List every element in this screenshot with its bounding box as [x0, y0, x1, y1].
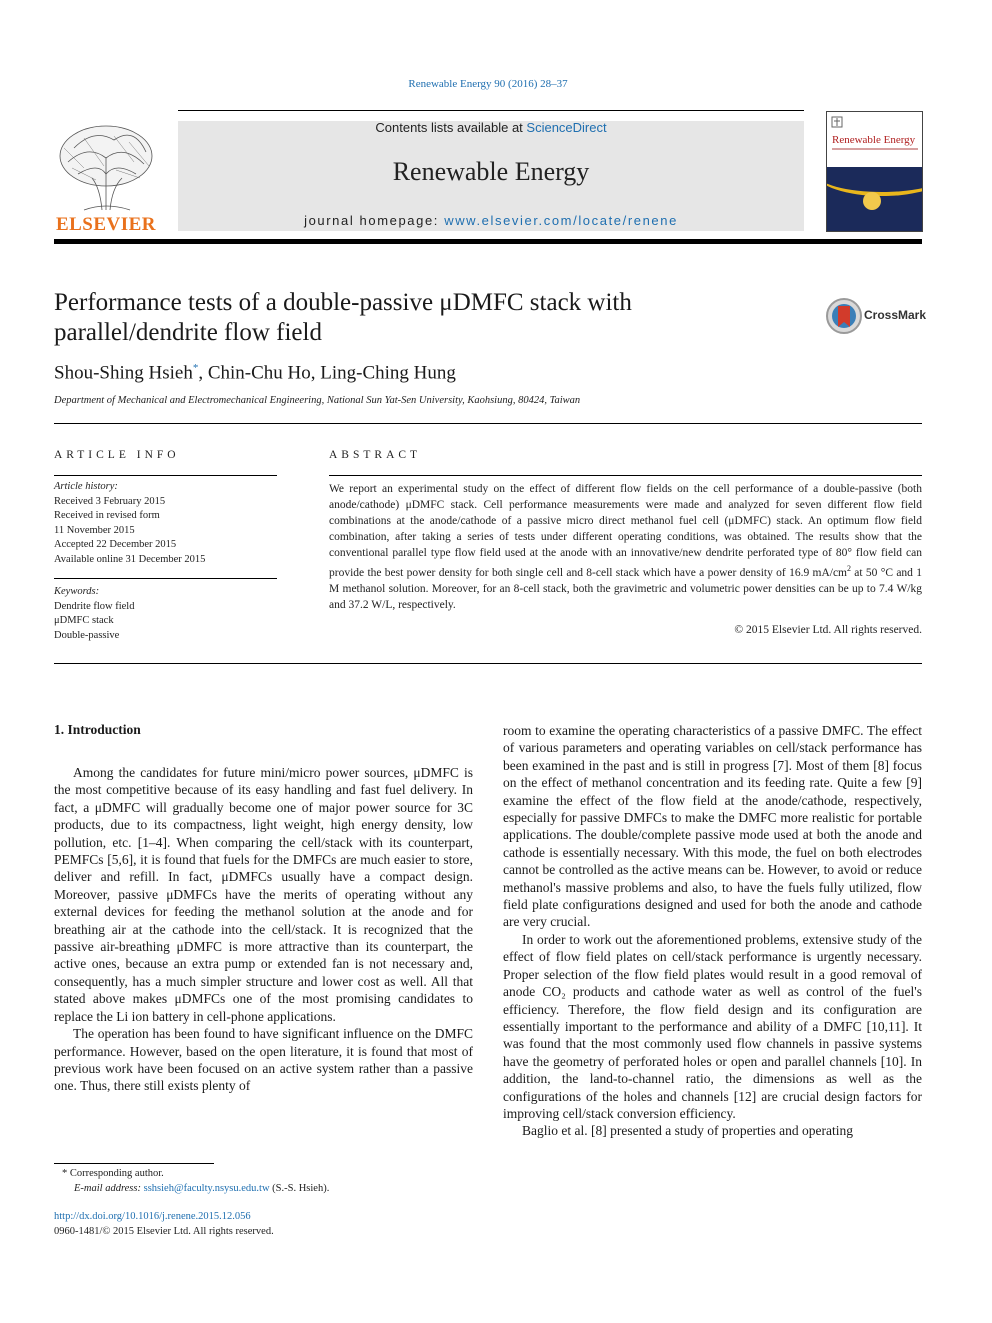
article-info-heading: ARTICLE INFO [54, 449, 180, 461]
keywords [54, 585, 277, 643]
article-info-rule [54, 475, 277, 476]
journal-cover-thumbnail[interactable] [826, 111, 923, 232]
cover-subtitle-line [832, 148, 918, 150]
corresponding-note: * Corresponding author. [62, 1168, 164, 1179]
keyword-item: μDMFC stack [54, 615, 114, 626]
body-paragraph: Among the candidates for future mini/micro power sources, μDMFC is the most competitive because of its easy handling and fast fuel delivery. In fact, a μDMFC will gradually become one of major power source for 3C products, due to its compactness, light weight, high energy density, low pollution, etc. [1–4]. When comparing the cell/stack with its counterpart, PEMFCs [5,6], it is found that fuels for the DMFCs are much easier to store, deliver and refill. In fact, μDMFCs usually have a compact design. Moreover, passive μDMFCs have the merits of operating without any external devices for feeding the methanol solution at the anode and for breathing air at the cathode into the cell/stack. It is recognized that the passive air-breathing μDMFC is more attractive than its counterpart, the active ones, because an extra pump or extended fan is not necessary and, consequently, has a much simpler structure and lower cost as well. All that stated above makes μDMFCs one of the most promising candidates to replace the Li ion battery in cell-phone applications. [54, 765, 473, 1024]
journal-name: Renewable Energy [392, 157, 590, 186]
author-primary[interactable]: Shou-Shing Hsieh [54, 362, 193, 384]
body-paragraph: Baglio et al. [8] presented a study of properties and operating [522, 1123, 854, 1139]
doi-link[interactable]: http://dx.doi.org/10.1016/j.renene.2015.12.056 [54, 1211, 251, 1222]
abstract-part-2: at 50 °C and 1 M methanol solution. Moreover, for an 8-cell stack, both the gravimetric and volumetric power densities can be up to 7.4 W/kg and 37.2 W/L, respectively. [329, 566, 922, 611]
contents-line [178, 120, 804, 135]
cover-title: Renewable Energy [832, 134, 916, 146]
homepage-link[interactable]: www.elsevier.com/locate/renene [444, 213, 678, 228]
crossmark-label[interactable]: CrossMark [864, 308, 927, 322]
abstract-superscript: 2 [847, 564, 851, 573]
body-paragraph: In order to work out the aforementioned problems, extensive study of the effect of flow field plates on cell/stack performance is urgently necessary. Proper selection of the flow field plates would result in a good removal of anode CO₂ products and cathode water as well as control of the fuel's efficiency. Therefore, the flow field design and its configuration are essentially important to the performance and ability of a DMFC [10,11]. It was found that the most commonly used flow channels in passive systems have the geometry of perforated holes or open and parallel channels [10]. In addition, the land-to-channel ratio, the dimensions as well as the configurations of the holes and channels [12] are crucial design factors for improving cell/stack conversion efficiency. [503, 931, 922, 1121]
abstract-bottom-rule [54, 663, 922, 664]
sciencedirect-link[interactable]: ScienceDirect [526, 120, 607, 135]
abstract-copyright: © 2015 Elsevier Ltd. All rights reserved. [734, 624, 922, 636]
keyword-item: Double-passive [54, 629, 120, 641]
journal-homepage [178, 213, 804, 228]
body-right-column [503, 722, 922, 1140]
issn-line: 0960-1481/© 2015 Elsevier Ltd. All rights reserved. [54, 1226, 274, 1237]
keywords-rule [54, 578, 277, 579]
journal-citation[interactable]: Renewable Energy 90 (2016) 28–37 [408, 78, 568, 90]
keywords-label: Keywords: [54, 586, 100, 597]
footnote-rule [54, 1163, 214, 1164]
author-others: , Chin-Chu Ho, Ling-Ching Hung [198, 362, 456, 384]
elsevier-small-icon [831, 116, 843, 128]
abstract-text [329, 481, 922, 613]
history-item: Accepted 22 December 2015 [54, 539, 177, 550]
email-label: E-mail address: [74, 1183, 144, 1194]
author-list [54, 362, 456, 384]
homepage-prefix: journal homepage: [304, 213, 445, 228]
header-thick-rule [54, 239, 922, 244]
footnote [54, 1166, 474, 1196]
keyword-item: Dendrite flow field [54, 600, 135, 612]
history-label: Article history: [54, 481, 118, 492]
abstract-part-1: We report an experimental study on the effect of different flow fields on the cell performance of a double-passive (both anode/cathode) μDMFC stack. Cell performance measurements were made and analyzed for seven different flow field combinations at the anode/cathode of a passive micro direct methanol fuel cell (μDMFC) stack. An optimum flow field combination, after taking a series of tests under different operating conditions, was obtained. The results show that the conventional parallel type flow field used at the anode with an innovative/new dendrite perforated type of 80° flow field can provide the best power density for both single cell and 8-cell stack which have a power density of 16.9 mA/cm [329, 483, 922, 579]
article-history [54, 480, 277, 567]
email-link[interactable]: sshsieh@faculty.nsysu.edu.tw [143, 1183, 270, 1194]
history-item: Available online 31 December 2015 [54, 553, 206, 565]
info-top-rule [54, 423, 922, 424]
history-item: 11 November 2015 [54, 524, 135, 536]
email-suffix: (S.-S. Hsieh). [269, 1183, 330, 1194]
email-line [54, 1181, 474, 1196]
header-rule [178, 110, 804, 111]
abstract-heading: ABSTRACT [329, 449, 422, 461]
corresponding-mark[interactable]: * [192, 362, 199, 374]
introduction-heading: 1. Introduction [54, 722, 141, 737]
abstract-rule [329, 475, 922, 476]
history-item: Received in revised form [54, 510, 160, 521]
cover-swoosh [826, 152, 923, 196]
history-item: Received 3 February 2015 [54, 495, 166, 507]
elsevier-wordmark: ELSEVIER [55, 214, 157, 235]
affiliation: Department of Mechanical and Electromechanical Engineering, National Sun Yat-Sen University, Kaohsiung, 80424, Taiwan [54, 395, 581, 406]
body-paragraph: room to examine the operating characteristics of a passive DMFC. The effect of various parameters and operating variables on cell/stack performance has been examined in the past and is still in progress [7]. Most of them [8] focus on the effect of methanol concentration and its feeding rate. Quite a few [9] examine the effect of the flow field at the anode/cathode, respectively, especially for passive DMFCs to make the DMFC more realistic for portable applications. The double/complete passive mode used at both the anode and cathode is essentially necessary. With this mode, the fuel on both electrodes cannot be controlled as the active means can be. However, to avoid or reduce methanol's massive problems and also, to have the fuels fully utilized, flow field plate configurations designed and used for both the anode and cathode are very crucial. [503, 723, 922, 930]
article-title: Performance tests of a double-passive μDMFC stack with parallel/dendrite flow field [54, 289, 632, 346]
contents-prefix: Contents lists available at [375, 120, 527, 135]
body-left-column [54, 764, 473, 1095]
cover-flower-icon [863, 192, 881, 210]
body-paragraph: The operation has been found to have significant influence on the DMFC performance. However, based on the open literature, it is found that most of previous work have been focused on an active system rather than a passive one. Thus, there still exists plenty of [54, 1026, 473, 1094]
